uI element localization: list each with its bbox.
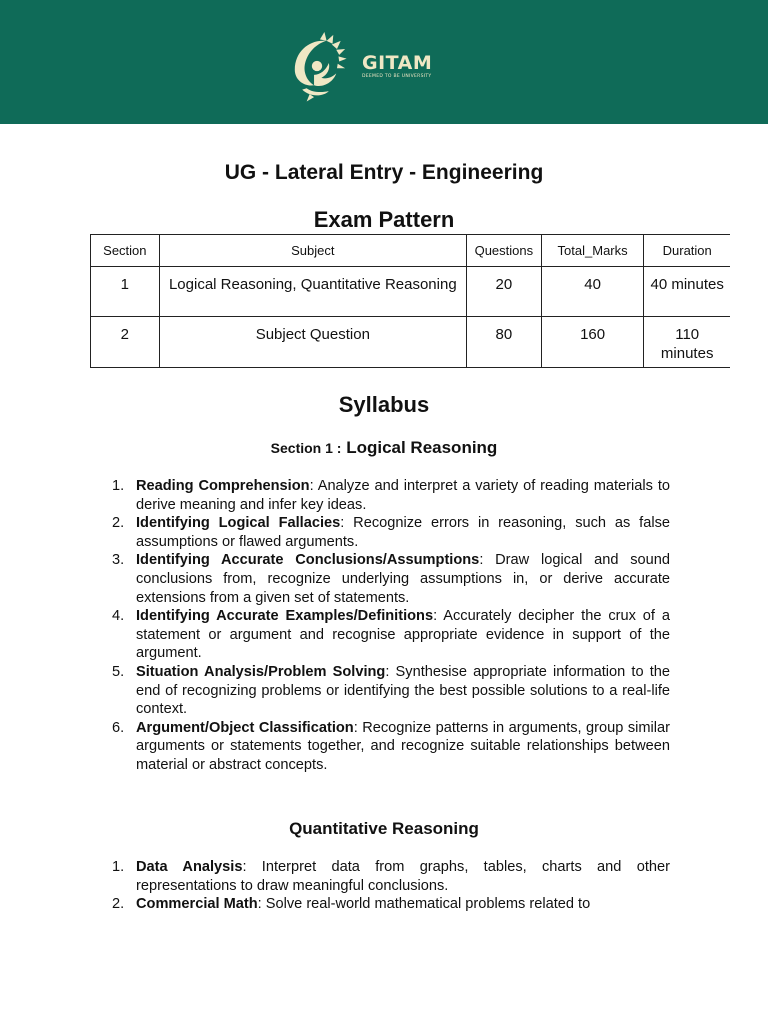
item-term: Commercial Math — [136, 896, 258, 913]
item-desc: : Analyze and interpret a variety of reading materials to derive meaning and infer key ideas. — [136, 478, 671, 513]
item-desc: : Recognize errors in reasoning, such as false assumptions or flawed arguments. — [136, 515, 670, 550]
section2-list — [112, 858, 670, 914]
item-term: Argument/Object Classification — [136, 719, 354, 736]
header-banner — [0, 0, 768, 124]
item-desc: : Solve real-world mathematical problems related to — [257, 896, 591, 913]
item-desc: : Recognize patterns in arguments, group similar arguments or statements together, and recognize suitable relationships between material or abstract concepts. — [136, 719, 670, 773]
exam-pattern-heading: Exam Pattern — [313, 207, 455, 232]
item-number: 5. — [112, 663, 125, 680]
item-desc: : Accurately decipher the crux of a statement or argument and recognise appropriate evidence in support of the argument. — [136, 608, 670, 662]
cell-marks: 40 — [541, 267, 644, 317]
item-term: Situation Analysis/Problem Solving — [136, 663, 386, 680]
item-number: 4. — [112, 608, 125, 625]
section1-heading — [0, 438, 768, 458]
table-row — [91, 317, 731, 368]
gitam-logo — [280, 26, 460, 106]
page-title: UG - Lateral Entry - Engineering — [224, 161, 544, 184]
item-number: 1. — [112, 859, 125, 875]
list-item — [112, 477, 671, 514]
cell-subject: Subject Question — [159, 317, 466, 368]
syllabus-heading: Syllabus — [338, 392, 430, 417]
item-number: 2. — [112, 896, 125, 913]
item-number: 2. — [112, 515, 125, 532]
item-number: 3. — [112, 552, 125, 569]
item-desc: : Synthesise appropriate information to the end of recognizing problems or identifying the best possible solutions to a real-life context. — [136, 663, 670, 718]
section1-list — [112, 477, 671, 775]
section2-heading: Quantitative Reasoning — [289, 819, 479, 838]
list-item — [112, 858, 670, 895]
brand-tagline: DEEMED TO BE UNIVERSITY — [362, 73, 432, 79]
brand-name: GITAM — [362, 51, 433, 74]
col-header-subject: Subject — [159, 235, 466, 267]
list-item — [112, 719, 670, 775]
exam-pattern-table — [90, 234, 730, 368]
item-number: 6. — [112, 719, 125, 736]
item-number: 1. — [112, 478, 125, 494]
item-term: Identifying Accurate Conclusions/Assumptions — [136, 552, 480, 569]
cell-section: 2 — [91, 317, 160, 368]
item-term: Identifying Logical Fallacies — [136, 515, 341, 532]
cell-marks: 160 — [541, 317, 644, 368]
col-header-total-marks: Total_Marks — [541, 235, 644, 267]
cell-duration: 40 minutes — [644, 267, 730, 317]
cell-subject: Logical Reasoning, Quantitative Reasoning — [159, 267, 466, 317]
item-desc: : Interpret data from graphs, tables, charts and other representations to draw meaningful conclusions. — [136, 859, 670, 894]
col-header-duration: Duration — [644, 235, 730, 267]
list-item — [112, 607, 670, 663]
table-row — [91, 267, 731, 317]
gitam-emblem-icon — [280, 29, 354, 103]
item-term: Reading Comprehension — [136, 478, 310, 494]
section1-prefix: Section 1 : — [270, 440, 342, 456]
col-header-questions: Questions — [466, 235, 541, 267]
item-desc: : Draw logical and sound conclusions from, recognize underlying assumptions in, or derive accurate extensions from a given set of statements. — [136, 552, 670, 606]
table-header-row — [91, 235, 731, 267]
list-item — [112, 551, 670, 607]
logo-text — [362, 53, 432, 80]
section1-title: Logical Reasoning — [346, 438, 498, 457]
col-header-section: Section — [91, 235, 160, 267]
cell-questions: 80 — [466, 317, 541, 368]
cell-duration: 110 minutes — [644, 317, 730, 368]
list-item — [112, 514, 670, 551]
list-item — [112, 663, 670, 719]
item-term: Data Analysis — [136, 859, 243, 875]
cell-questions: 20 — [466, 267, 541, 317]
item-term: Identifying Accurate Examples/Definitions — [136, 608, 434, 625]
cell-section: 1 — [91, 267, 160, 317]
list-item — [112, 895, 670, 914]
